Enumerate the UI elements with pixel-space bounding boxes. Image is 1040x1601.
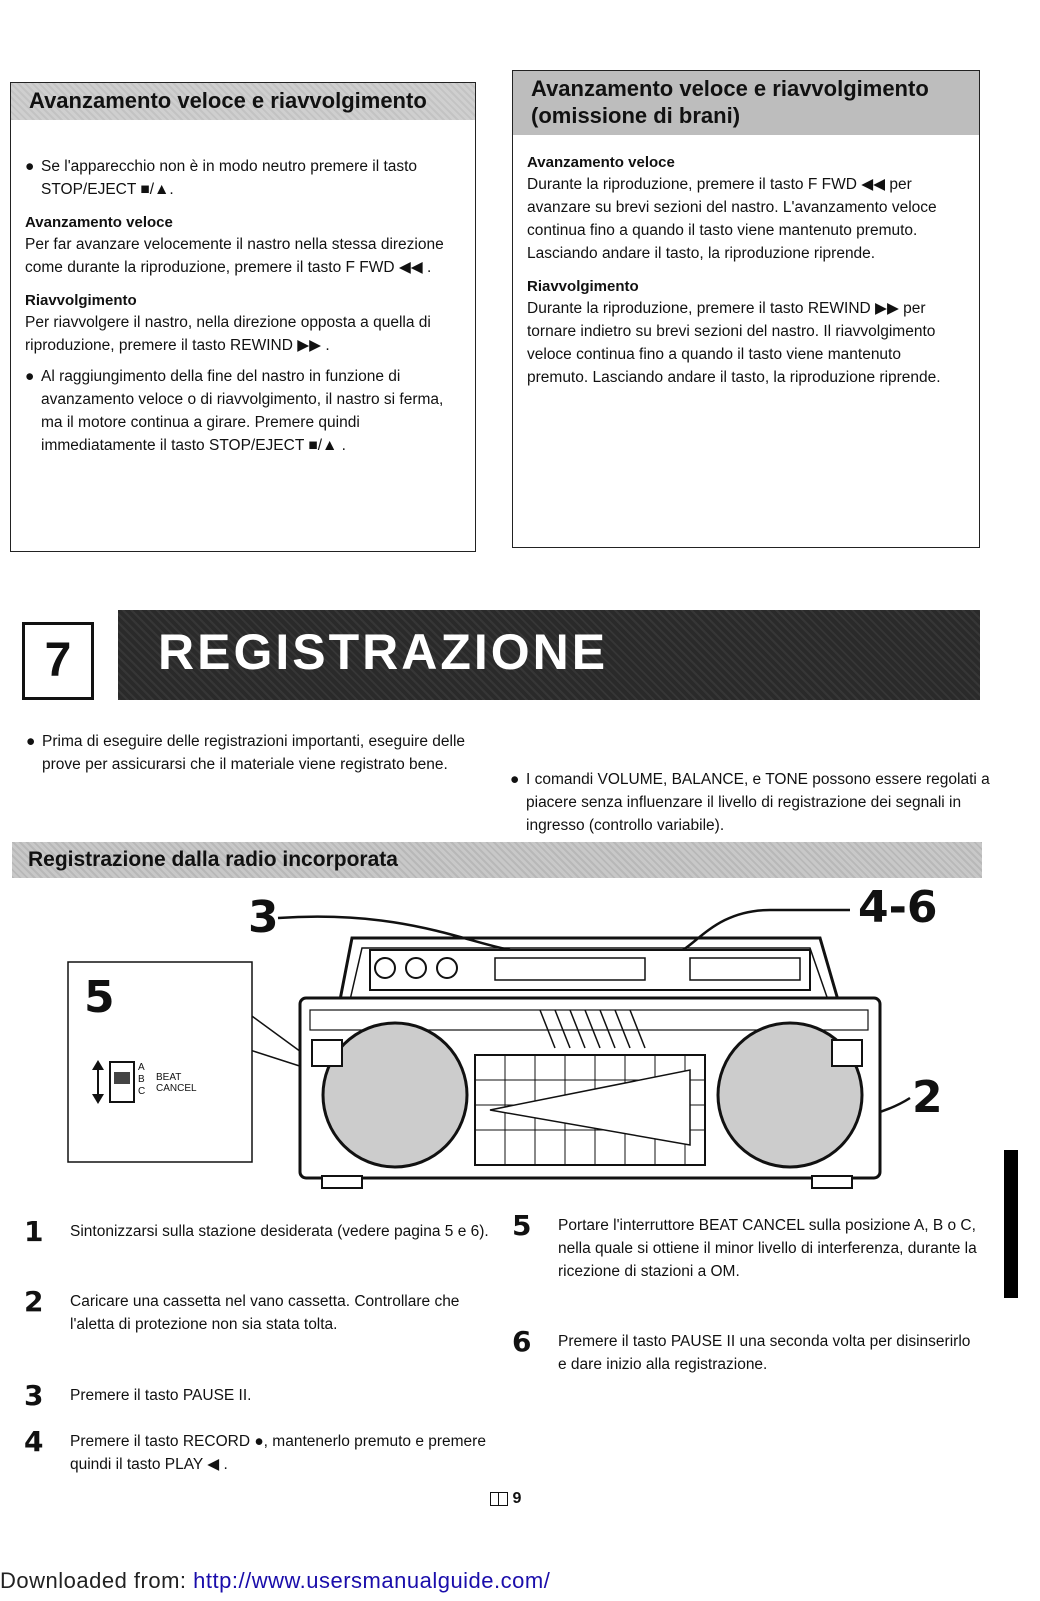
footer-prefix: Downloaded from: bbox=[0, 1568, 194, 1593]
left-box-title: Avanzamento veloce e riavvolgimento bbox=[11, 83, 475, 120]
callout-5: 5 bbox=[84, 972, 115, 1023]
step-3-number: 3 bbox=[24, 1379, 44, 1412]
beat-cancel-label: BEAT CANCEL bbox=[156, 1072, 197, 1094]
right-ff-heading: Avanzamento veloce bbox=[527, 154, 675, 171]
step-5 bbox=[512, 1209, 982, 1283]
left-rew-text: Per riavvolgere il nastro, nella direzione opposta a quella di riproduzione, premere il tasto REWIND ▶▶ . bbox=[25, 314, 431, 354]
right-box-title: Avanzamento veloce e riavvolgimento (omissione di brani) bbox=[513, 71, 979, 135]
step-2 bbox=[24, 1285, 496, 1336]
step-1 bbox=[24, 1215, 496, 1248]
step-2-number: 2 bbox=[24, 1285, 44, 1318]
right-rew-heading: Riavvolgimento bbox=[527, 278, 639, 295]
download-footer bbox=[0, 1566, 550, 1596]
section-title: REGISTRAZIONE bbox=[158, 624, 609, 680]
beat-cancel-switch-positions bbox=[138, 1062, 145, 1098]
callout-2: 2 bbox=[912, 1072, 943, 1123]
book-icon bbox=[490, 1492, 508, 1506]
step-1-number: 1 bbox=[24, 1215, 44, 1248]
left-rew-heading: Riavvolgimento bbox=[25, 292, 137, 309]
step-3-text: Premere il tasto PAUSE II. bbox=[70, 1387, 252, 1404]
subsection-title: Registrazione dalla radio incorporata bbox=[28, 848, 398, 871]
step-3 bbox=[24, 1379, 496, 1412]
radio-cassette-illustration bbox=[0, 880, 1040, 1210]
step-2-text: Caricare una cassetta nel vano cassetta. Controllare che l'aletta di protezione non sia stata tolta. bbox=[70, 1293, 460, 1333]
switch-position-b: B bbox=[138, 1074, 145, 1085]
section-number-box bbox=[22, 622, 94, 700]
side-thumb-tab bbox=[1004, 1150, 1018, 1298]
left-info-box bbox=[10, 82, 476, 552]
subsection-bar bbox=[12, 842, 982, 878]
left-bullet-1: ● Se l'apparecchio non è in modo neutro premere il tasto STOP/EJECT ■/▲. bbox=[25, 158, 418, 198]
step-5-text: Portare l'interruttore BEAT CANCEL sulla posizione A, B o C, nella quale si ottiene il minor livello di interferenza, durante la ricezione di stazioni a OM. bbox=[558, 1217, 977, 1280]
switch-position-c: C bbox=[138, 1086, 146, 1097]
switch-position-a: A bbox=[138, 1062, 145, 1073]
footer-link[interactable]: http://www.usersmanualguide.com/ bbox=[193, 1568, 551, 1593]
step-4 bbox=[24, 1425, 496, 1476]
step-4-text: Premere il tasto RECORD ●, mantenerlo premuto e premere quindi il tasto PLAY ◀ . bbox=[70, 1433, 486, 1473]
page-number: 9 bbox=[490, 1490, 521, 1508]
left-bullet-2: ● Al raggiungimento della fine del nastro in funzione di avanzamento veloce o di riavvolgimento, il nastro si ferma, ma il motore continua a girare. Premere quindi immediatamente il tasto STOP/EJECT ■/▲ . bbox=[25, 368, 444, 454]
intro-right: ● I comandi VOLUME, BALANCE, e TONE possono essere regolati a piacere senza influenzare il livello di registrazione dei segnali in ingresso (controllo variabile). bbox=[510, 771, 990, 834]
section-title-bar bbox=[118, 610, 980, 700]
left-ff-heading: Avanzamento veloce bbox=[25, 214, 173, 231]
step-6-text: Premere il tasto PAUSE II una seconda volta per disinserirlo e dare inizio alla registrazione. bbox=[558, 1333, 971, 1373]
callout-3: 3 bbox=[248, 892, 279, 943]
left-ff-text: Per far avanzare velocemente il nastro nella stessa direzione come durante la riproduzione, premere il tasto F FWD ◀◀ . bbox=[25, 236, 444, 276]
step-6-number: 6 bbox=[512, 1325, 532, 1358]
step-6 bbox=[512, 1325, 982, 1376]
intro-left: ● Prima di eseguire delle registrazioni importanti, eseguire delle prove per assicurarsi che il materiale viene registrato bene. bbox=[26, 733, 466, 773]
right-info-box bbox=[512, 70, 980, 548]
step-4-number: 4 bbox=[24, 1425, 44, 1458]
right-ff-text: Durante la riproduzione, premere il tasto F FWD ◀◀ per avanzare su brevi sezioni del nastro. L'avanzamento veloce continua fino a quando il tasto viene mantenuto premuto. Lasciando andare il tasto, la riproduzione riprende. bbox=[527, 176, 937, 262]
section-number: 7 bbox=[44, 634, 72, 687]
step-1-text: Sintonizzarsi sulla stazione desiderata (vedere pagina 5 e 6). bbox=[70, 1223, 489, 1240]
callout-4-6: 4-6 bbox=[858, 882, 938, 933]
step-5-number: 5 bbox=[512, 1209, 532, 1242]
right-rew-text: Durante la riproduzione, premere il tasto REWIND ▶▶ per tornare indietro su brevi sezioni del nastro. Il riavvolgimento veloce continua fino a quando il tasto viene mantenuto premuto. Lasciando andare il tasto, la riproduzione riprende. bbox=[527, 300, 941, 386]
